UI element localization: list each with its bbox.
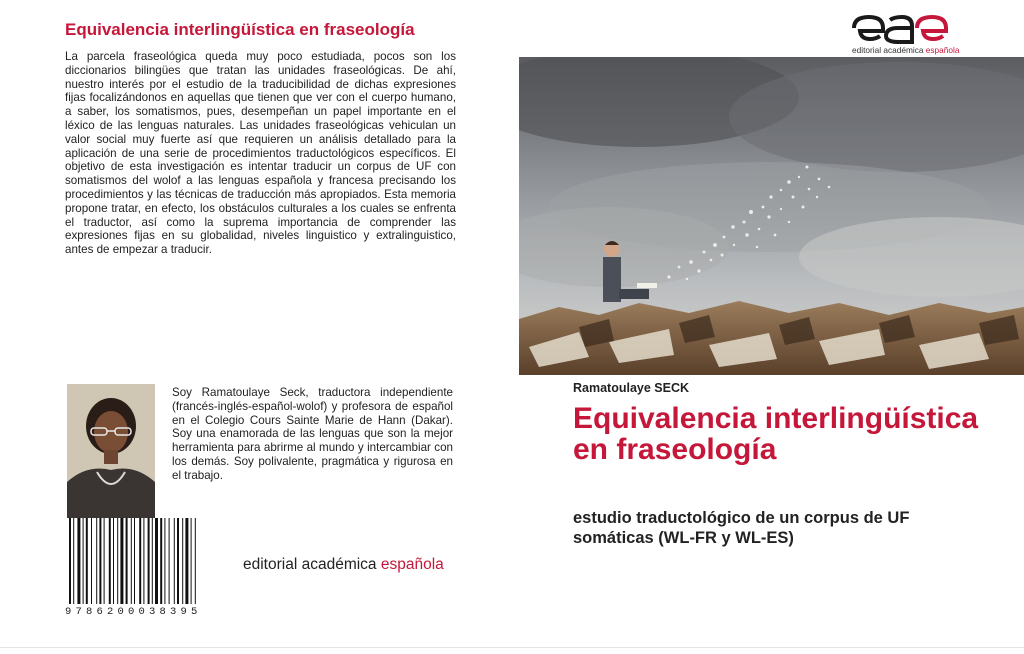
barcode-bar [182,518,183,604]
barcode-bar [104,518,105,604]
cover-illustration [519,57,1024,375]
barcode-bar [91,518,92,604]
barcode-bar [99,518,101,604]
barcode-bar [86,518,88,604]
cover-author: Ramatoulaye SECK [573,381,690,395]
barcode-bar [77,518,80,604]
back-cover-blurb: La parcela fraseológica queda muy poco estudiada, pocos son los diccionarios bilingües que tratan las unidades fraseológicas. De ahí, nuestro interés por el estudio de la traducibilidad de dichas expresiones fijas focalizándonos en aquellas que tienen que ver con el cuerpo humano, a saber, los somatismos, pues, desempeñan un papel importante en el léxico de las lenguas naturales. Las unidades fraseológicas vehiculan un valor social muy fuerte así que requieren un análisis detallado para la aplicación de una serie de procedimientos traductológicos específicos. El objetivo de esta investigación es intentar traducir un corpus de UF con somatismos del wolof a las lenguas española y francesa precisando los procedimientos y las técnicas de traducción más apropiados. Esta memoria propone tratar, en efecto, los obstáculos culturales a los cuales se enfrenta el traductor, así como la suprema importancia de comprender las expresiones fijas en su globalidad, niveles linguistico y extralinguistico, antes de empezar a traducir. [65,50,456,257]
barcode-bar [152,518,153,604]
barcode-bar [109,518,111,604]
publisher-name [243,556,444,574]
cover-subtitle: estudio traductológico de un corpus de UF somáticas (WL-FR y WL-ES) [573,509,910,547]
barcode-bar [185,518,188,604]
bottom-divider [0,647,1024,648]
barcode-bar [155,518,158,604]
publisher-name-main: editorial académica [243,556,377,573]
isbn-digits: 9786200038395 [65,606,202,618]
barcode-bar [177,518,179,604]
barcode-bar [195,518,196,604]
barcode-bar [148,518,150,604]
logo-caption-accent: española [925,45,960,55]
barcode-bar [117,518,118,604]
author-bio: Soy Ramatoulaye Seck, traductora independiente (francés-inglés-español-wolof) y profesora de español en el Colegio Cours Sainte Marie de Hann (Dakar). Soy una enamorada de las lenguas que son la mejor herramienta para abrirme al mundo y intercambiar con los demás. Soy polivalente, pragmática y rigurosa en el trabajo. [172,386,453,482]
barcode-bar [164,518,165,604]
barcode-bar [126,518,128,604]
barcode-bar [120,518,123,604]
barcode-bar [191,518,192,604]
barcode-bar [143,518,144,604]
author-photo [67,384,155,518]
barcode-bar [73,518,74,604]
barcode-bar [139,518,141,604]
barcode-bar [134,518,135,604]
barcode-bar [83,518,84,604]
barcode-bar [160,518,162,604]
back-cover-title: Equivalencia interlingüística en fraseología [65,20,415,39]
barcode-bar [113,518,114,604]
logo-caption-main: editorial académica [852,45,924,55]
isbn-barcode [65,518,235,613]
barcode-bar [169,518,170,604]
barcode-bar [131,518,132,604]
logo-mark [854,17,946,42]
cover-title: Equivalencia interlingüística en fraseología [573,402,979,466]
barcode-bar [96,518,97,604]
barcode-bar [69,518,71,604]
publisher-name-accent: española [380,556,444,573]
logo-caption [852,45,959,55]
barcode-bar [174,518,175,604]
